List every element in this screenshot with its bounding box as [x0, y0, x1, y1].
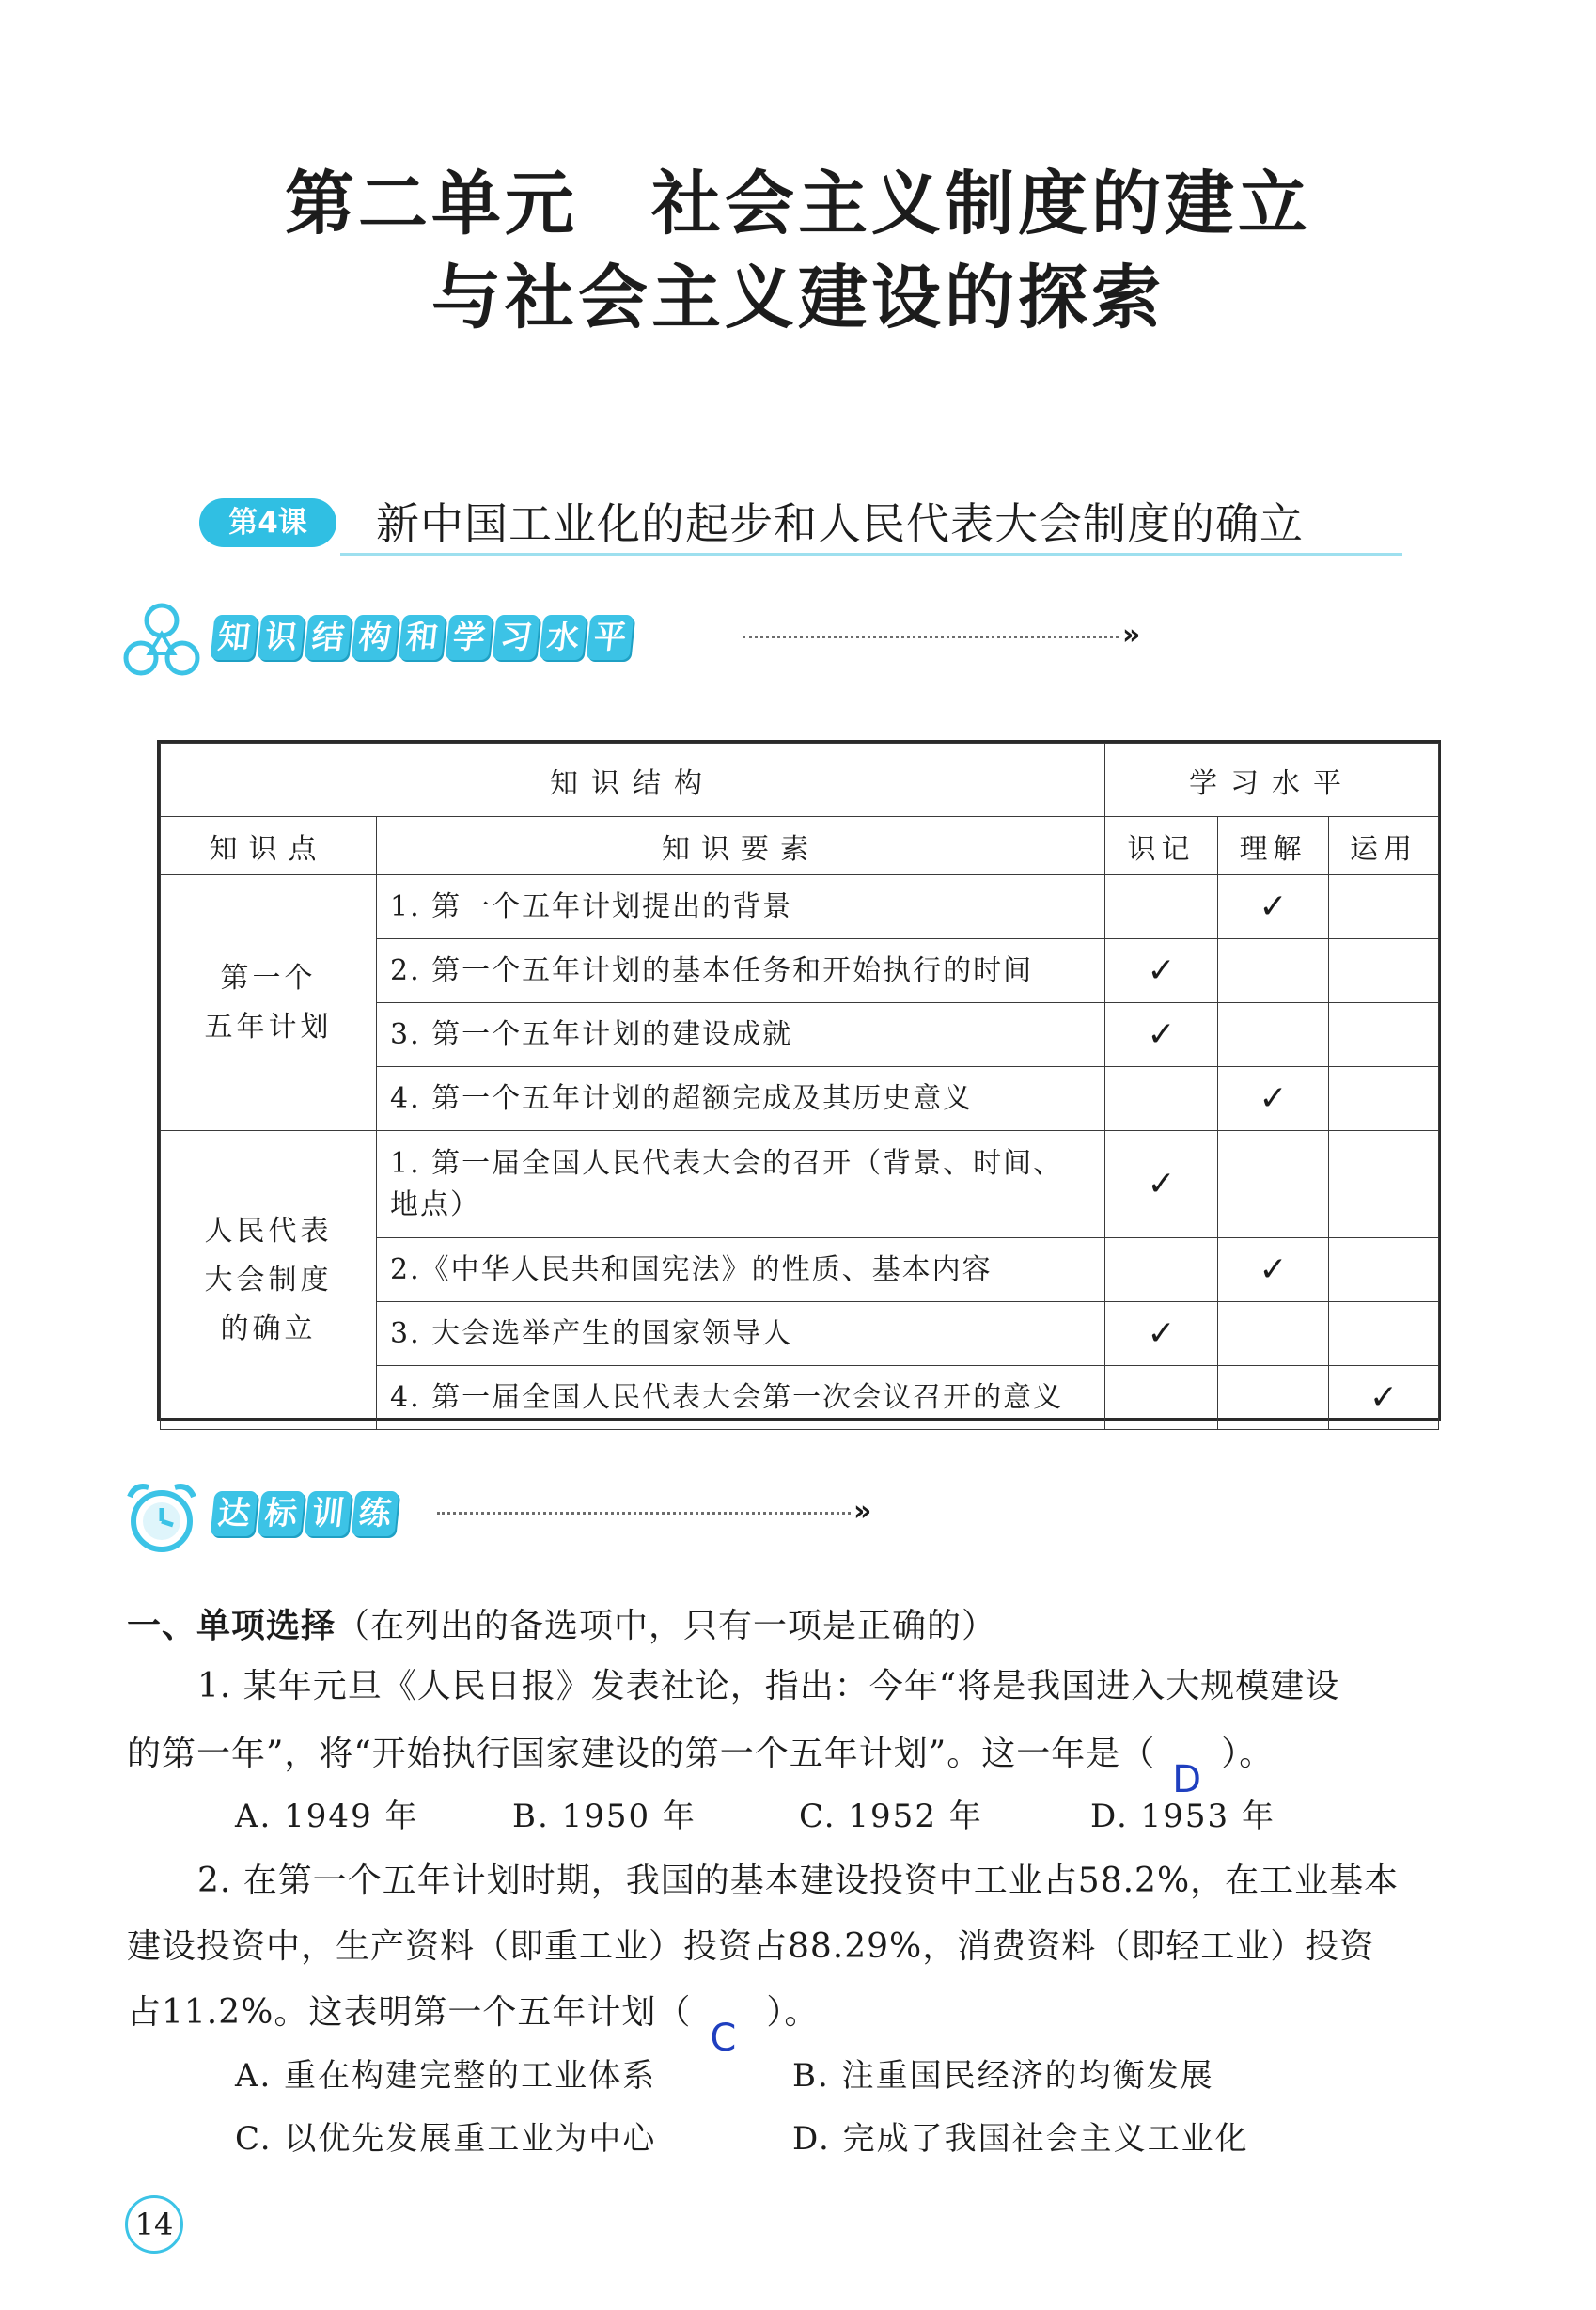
- col-remember: 识记: [1105, 817, 1218, 875]
- q2-line2: 建设投资中，生产资料（即重工业）投资占88.29%，消费资料（即轻工业）投资: [127, 1927, 1375, 1966]
- col-knowledge-elements: 知识要素: [377, 817, 1105, 875]
- check-mark-apply: ✓: [1329, 1366, 1439, 1430]
- dotted-leader: [743, 636, 1119, 638]
- check-mark-understand: [1218, 1003, 1329, 1067]
- part-title: 一、单项选择: [127, 1607, 336, 1645]
- check-mark-understand: ✓: [1218, 875, 1329, 939]
- section-title-practice: [212, 1491, 397, 1536]
- col-understand: 理解: [1218, 817, 1329, 875]
- arrow-icon: »: [853, 1495, 872, 1528]
- q2-stem-end: 占11.2%。这表明第一个五年计划（: [127, 1993, 692, 2032]
- lesson-title: 新中国工业化的起步和人民代表大会制度的确立: [376, 498, 1304, 549]
- check-mark-remember: ✓: [1105, 1131, 1218, 1238]
- check-mark-remember: ✓: [1105, 939, 1218, 1003]
- heading-char: 标: [257, 1491, 305, 1536]
- check-mark-understand: [1218, 1302, 1329, 1366]
- knowledge-point-cell: [161, 1131, 377, 1430]
- knowledge-element: 1. 第一届全国人民代表大会的召开（背景、时间、地点）: [377, 1131, 1105, 1238]
- dotted-leader: [437, 1512, 851, 1515]
- check-mark-remember: [1105, 1238, 1218, 1302]
- lesson-badge: 第4课: [199, 498, 336, 547]
- heading-char: 练: [351, 1491, 399, 1536]
- knowledge-element: 2.《中华人民共和国宪法》的性质、基本内容: [377, 1238, 1105, 1302]
- q2-option-b: B. 注重国民经济的均衡发展: [792, 2057, 1214, 2095]
- check-mark-apply: [1329, 875, 1439, 939]
- knowledge-point-cell: [161, 875, 377, 1131]
- alarm-clock-icon: [122, 1478, 201, 1557]
- check-mark-remember: [1105, 875, 1218, 939]
- check-mark-understand: ✓: [1218, 1238, 1329, 1302]
- check-mark-understand: [1218, 1366, 1329, 1430]
- q1-close: ）。: [1221, 1735, 1275, 1773]
- check-mark-apply: [1329, 1131, 1439, 1238]
- knowledge-point-line: 人民代表: [204, 1214, 333, 1248]
- q1-line2: [127, 1735, 1275, 1801]
- check-mark-remember: ✓: [1105, 1302, 1218, 1366]
- heading-char: 知: [210, 615, 258, 660]
- page-number: 14: [125, 2195, 183, 2254]
- knowledge-table: [157, 740, 1441, 1421]
- heading-char: 和: [398, 615, 446, 660]
- q1-option-a: A. 1949 年: [235, 1798, 419, 1835]
- section-heading-knowledge: [122, 602, 1141, 677]
- part-heading: [127, 1607, 997, 1645]
- q1-stem-end: 的第一年”，将“开始执行国家建设的第一个五年计划”。这一年是（: [127, 1735, 1156, 1773]
- heading-char: 达: [210, 1491, 258, 1536]
- col-apply: 运用: [1329, 817, 1439, 875]
- unit-title-line1: 第二单元 社会主义制度的建立: [285, 164, 1311, 244]
- check-mark-apply: [1329, 1067, 1439, 1131]
- lesson-heading: [199, 498, 1402, 555]
- knowledge-point-line: 大会制度: [204, 1263, 333, 1296]
- heading-char: 习: [492, 615, 540, 660]
- q2-line3: [127, 1993, 820, 2060]
- check-mark-apply: [1329, 1238, 1439, 1302]
- check-mark-apply: [1329, 939, 1439, 1003]
- heading-char: 识: [257, 615, 305, 660]
- heading-char: 训: [304, 1491, 352, 1536]
- check-mark-remember: [1105, 1067, 1218, 1131]
- q2-answer: C: [710, 2017, 738, 2060]
- network-icon: [122, 602, 201, 679]
- knowledge-element: 4. 第一个五年计划的超额完成及其历史意义: [377, 1067, 1105, 1131]
- header-level: 学习水平: [1105, 744, 1439, 817]
- table-subheader-row: [161, 817, 1439, 875]
- table-row: [161, 1131, 1439, 1238]
- check-mark-understand: ✓: [1218, 1067, 1329, 1131]
- q1-option-b: B. 1950 年: [512, 1798, 696, 1835]
- q2-line1: 2. 在第一个五年计划时期，我国的基本建设投资中工业占58.2%，在工业基本: [197, 1862, 1400, 1900]
- check-mark-apply: [1329, 1003, 1439, 1067]
- knowledge-point-line: 的确立: [220, 1312, 317, 1345]
- header-structure: 知识结构: [161, 744, 1105, 817]
- arrow-icon: »: [1122, 619, 1141, 652]
- knowledge-point-line: 五年计划: [204, 1010, 333, 1044]
- unit-title-line2: 与社会主义建设的探索: [431, 258, 1165, 338]
- check-mark-remember: ✓: [1105, 1003, 1218, 1067]
- q2-option-c: C. 以优先发展重工业为中心: [235, 2120, 657, 2158]
- q1-line1: 1. 某年元旦《人民日报》发表社论，指出：今年“将是我国进入大规模建设: [197, 1667, 1340, 1705]
- section-heading-practice: [122, 1478, 872, 1553]
- table-row: [161, 875, 1439, 939]
- table-header-row: [161, 744, 1439, 817]
- check-mark-remember: [1105, 1366, 1218, 1430]
- knowledge-element: 1. 第一个五年计划提出的背景: [377, 875, 1105, 939]
- q2-close: ）。: [766, 1993, 820, 2032]
- knowledge-point-line: 第一个: [220, 961, 317, 995]
- heading-char: 学: [445, 615, 493, 660]
- lesson-underline: [340, 553, 1402, 556]
- check-mark-understand: [1218, 939, 1329, 1003]
- check-mark-understand: [1218, 1131, 1329, 1238]
- heading-char: 结: [304, 615, 352, 660]
- q2-option-a: A. 重在构建完整的工业体系: [235, 2057, 657, 2095]
- col-knowledge-point: 知识点: [161, 817, 377, 875]
- knowledge-element: 3. 大会选举产生的国家领导人: [377, 1302, 1105, 1366]
- knowledge-element: 3. 第一个五年计划的建设成就: [377, 1003, 1105, 1067]
- knowledge-element: 2. 第一个五年计划的基本任务和开始执行的时间: [377, 939, 1105, 1003]
- heading-char: 水: [539, 615, 587, 660]
- q1-option-d: D. 1953 年: [1090, 1798, 1275, 1835]
- part-note: （在列出的备选项中，只有一项是正确的）: [336, 1607, 997, 1645]
- check-mark-apply: [1329, 1302, 1439, 1366]
- q2-option-d: D. 完成了我国社会主义工业化: [792, 2120, 1249, 2158]
- q1-answer: D: [1172, 1758, 1203, 1801]
- heading-char: 构: [351, 615, 399, 660]
- knowledge-element: 4. 第一届全国人民代表大会第一次会议召开的意义: [377, 1366, 1105, 1430]
- section-title-knowledge: [212, 615, 632, 660]
- q1-option-c: C. 1952 年: [799, 1798, 983, 1835]
- heading-char: 平: [586, 615, 634, 660]
